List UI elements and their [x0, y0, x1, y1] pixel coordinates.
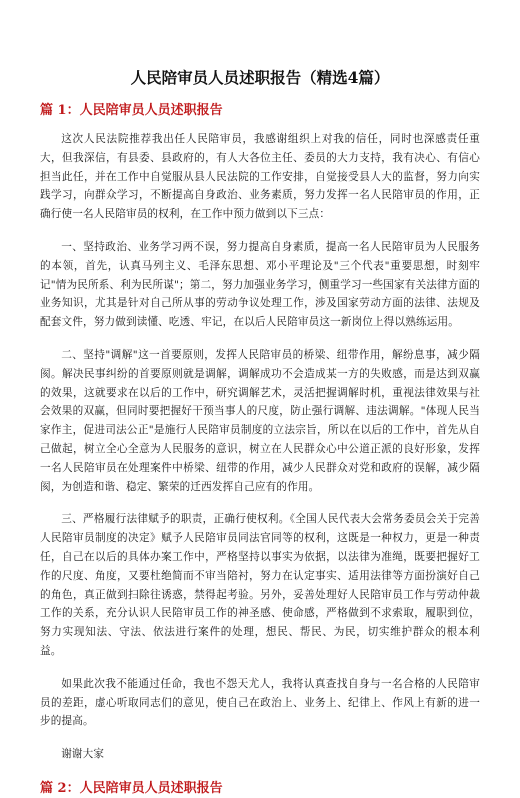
- document-title: 人民陪审员人员述职报告（精选4篇）: [130, 68, 390, 87]
- paragraph-point-3: 三、严格履行法律赋予的职责，正确行使权利。《全国人民代表大会常务委员会关于完善人民陪审员制度的决定》赋予人民陪审员同法官同等的权利，这既是一种权力，更是一种责任，自己在以后的具体办案工作中，严格坚持以事实为依据，以法律为准绳，既要把握好工作的尺度、角度，又要杜绝简而不审当陪衬，努力在认定事实、适用法律等方面扮演好自己的角色，真正做到扫除往诱惑，禁得起考验。另外，妥善处理好人民陪审员工作与劳动仲裁工作的关系，充分认识人民陪审员工作的神圣感、使命感，严格做到不求索取，履职到位，努力实现知法、守法、依法进行案件的处理，想民、帮民、为民，切实维护群众的根本利益。: [40, 513, 480, 657]
- paragraph-point-1: 一、坚持政治、业务学习两不误，努力提高自身素质，提高一名人民陪审员为人民服务的本领，首先，认真马列主义、毛泽东思想、邓小平理论及"三个代表"重要思想，时刻牢记"情为民所系、利为民所谋"；第二，努力加强业务学习，侧重学习一些国家有关法律方面的业务知识，尤其是针对自己所从事的劳动争议处理工作，涉及国家劳动方面的法律、法规及配套文件，努力做到读懂、吃透、牢记，在以后人民陪审员这一新岗位上得以熟练运用。: [40, 240, 480, 329]
- paragraph-intro: 这次人民法院推荐我出任人民陪审员，我感谢组织上对我的信任，同时也深感责任重大，但我深信，有县委、县政府的，有人大各位主任、委员的大力支持，我有决心、有信心担当此任，并在工作中自觉服从县人民法院的工作安排，自觉接受县人大的监督，努力向实践学习，向群众学习，不断提高自身政治、业务素质，努力发挥一名人民陪审员的作用，正确行使一名人民陪审员的权利，在工作中预力做到以下三点：: [40, 133, 480, 221]
- section-2-heading: 篇 2：人民陪审员人员述职报告: [40, 780, 223, 796]
- paragraph-closing: 如果此次我不能通过任命，我也不怨天尤人，我将认真查找自身与一名合格的人民陪审员的差距，虚心听取同志们的意见，使自己在政治上、业务上、纪律上、作风上有新的进一步的提高。: [40, 677, 480, 728]
- paragraph-thanks: 谢谢大家: [61, 748, 105, 761]
- section-1-heading: 篇 1：人民陪审员人员述职报告: [40, 103, 223, 118]
- paragraph-point-2: 二、坚持"调解"这一首要原则，发挥人民陪审员的桥梁、纽带作用，解纷息事，减少隔阂。解决民事纠纷的首要原则就是调解，调解成功不会造成某一方的失败感，而是达到双赢的效果，这就要求在以后的工作中，研究调解艺术，灵活把握调解时机，重视法律效果与社会效果的双赢，但同时要把握好干预当事人的尺度，防止强行调解、违法调解。"体现人民当家作主，促进司法公正"是施行人民陪审员制度的立法宗旨，所以在以后的工作中，首先从自己做起，树立全心全意为人民服务的意识，树立在人民群众心中公道正派的良好形象，发挥一名人民陪审员在处理案件中桥梁、纽带的作用，减少人民群众对党和政府的误解，减少隔阂，为创造和谐、稳定、繁荣的迁西发挥自己应有的作用。: [40, 348, 480, 493]
